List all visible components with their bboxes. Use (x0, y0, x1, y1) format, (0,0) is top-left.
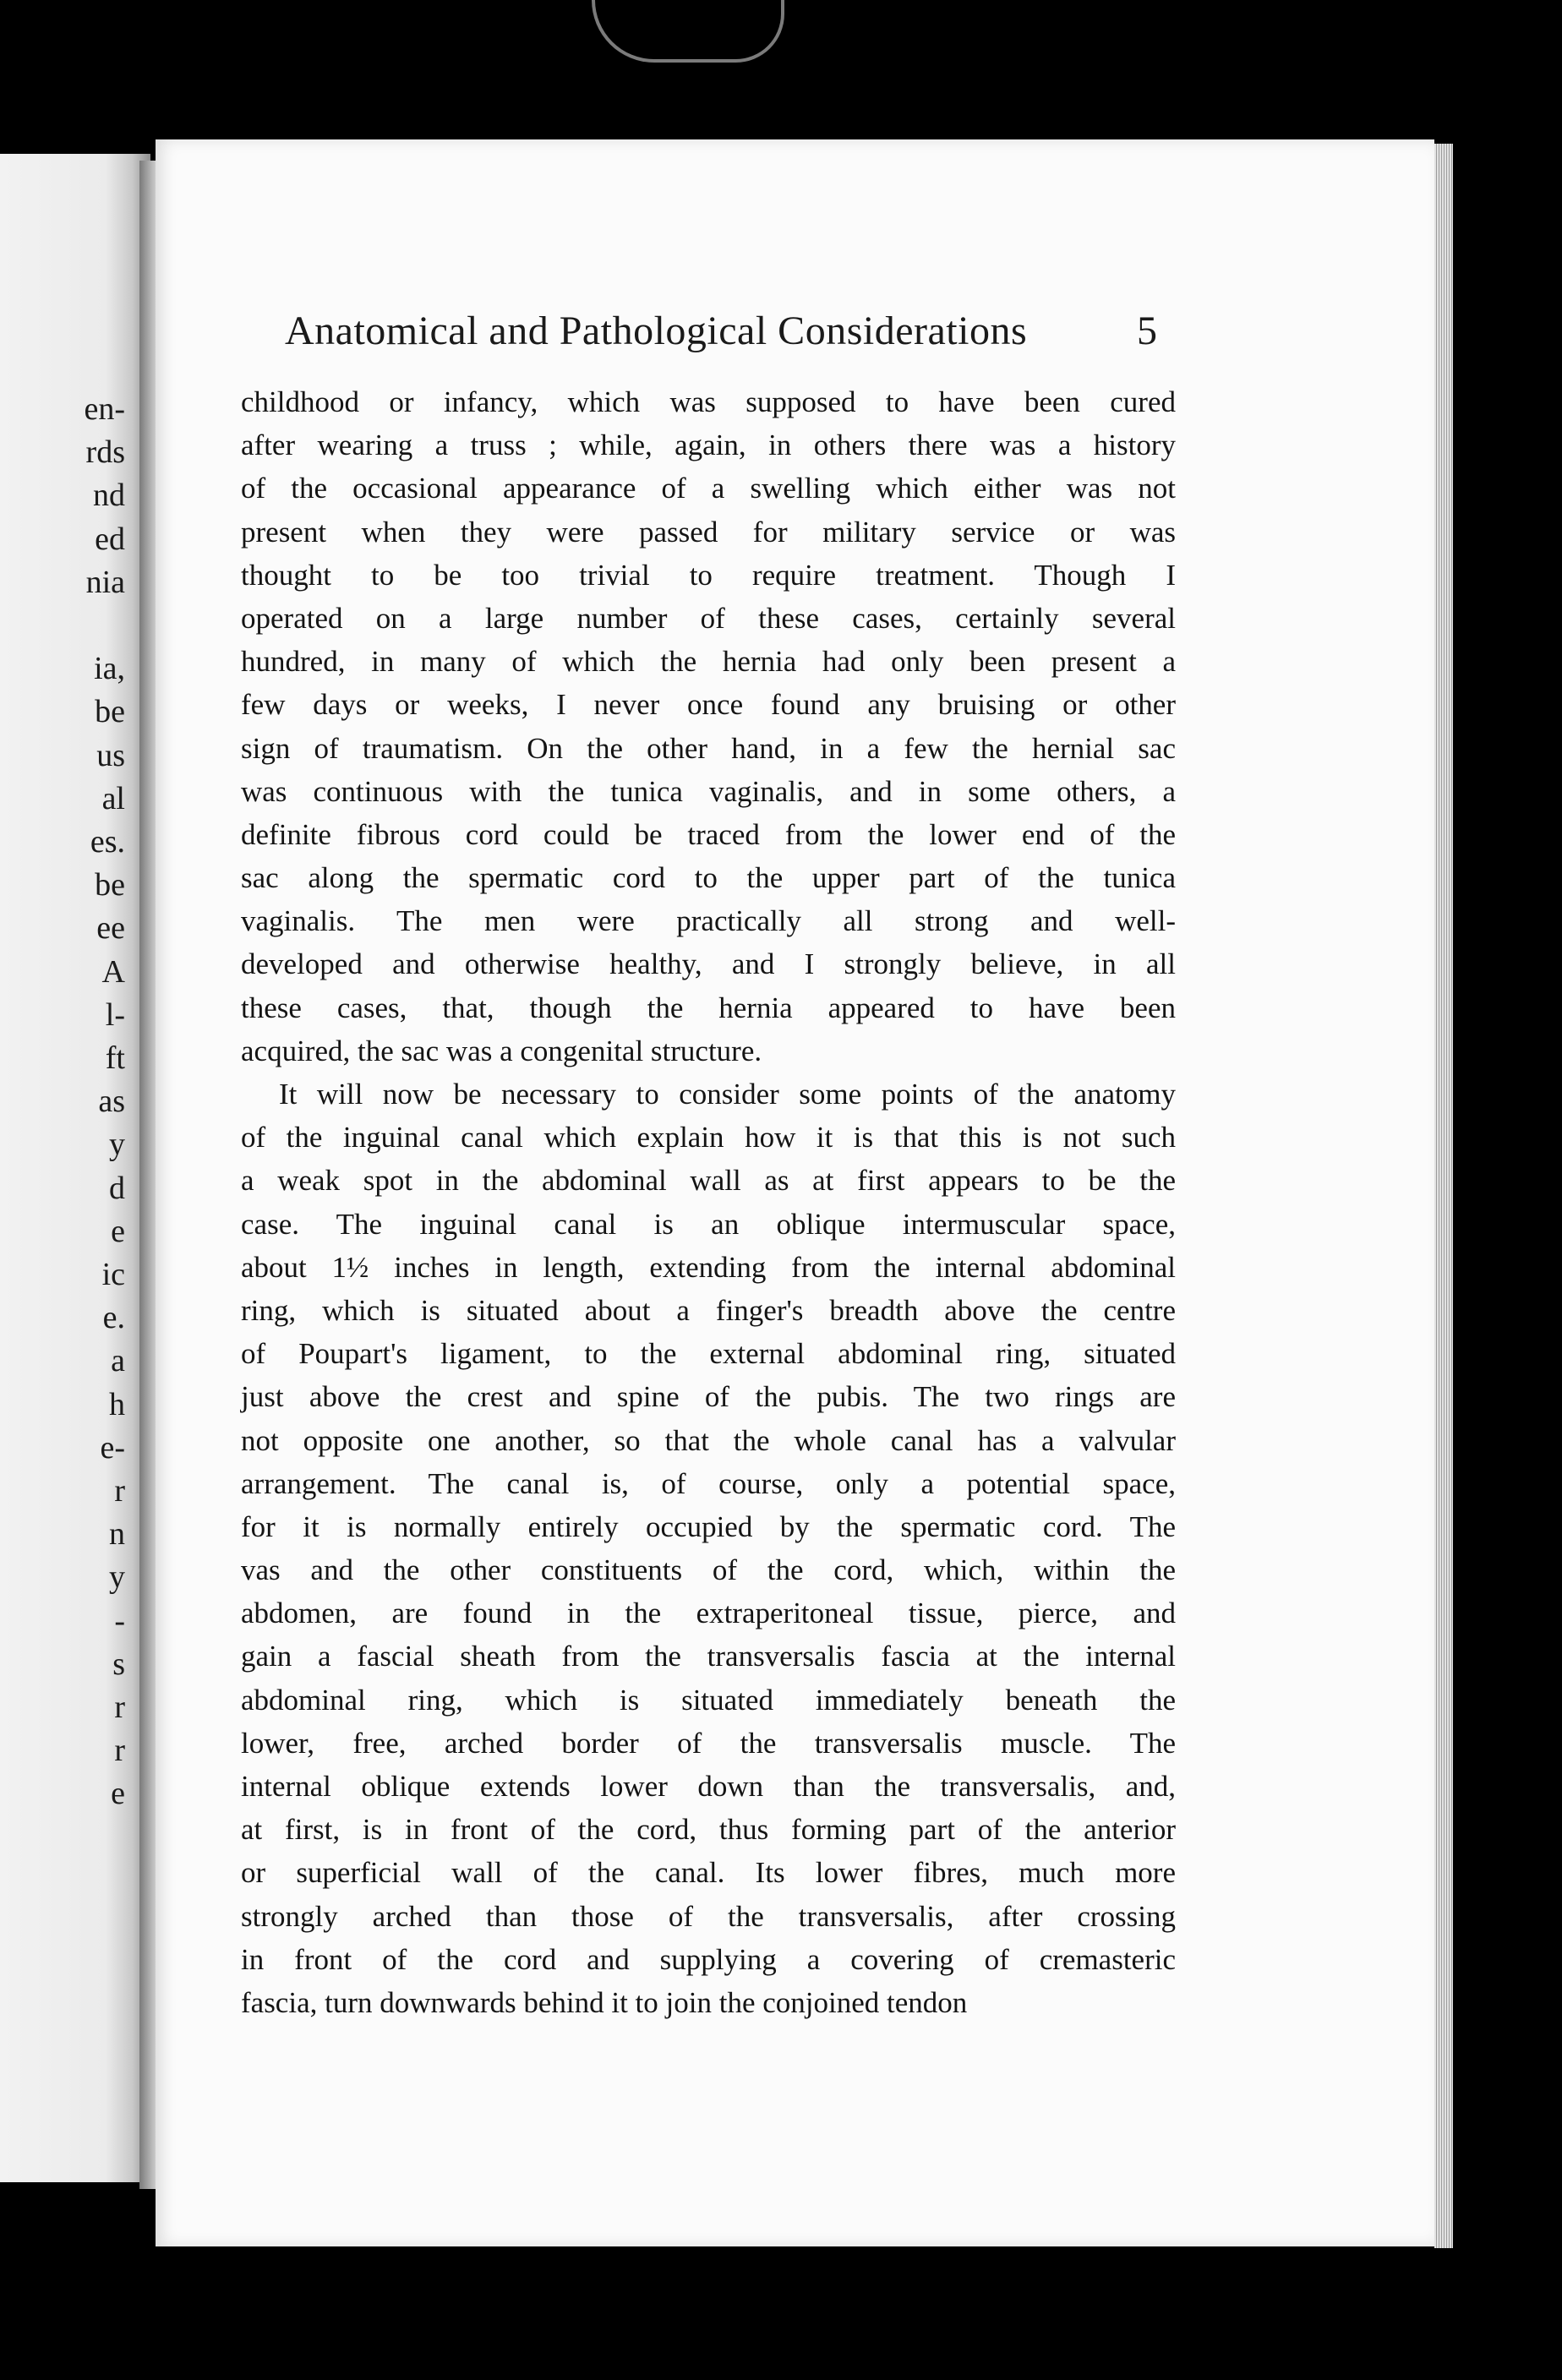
text-line: case. The inguinal canal is an oblique intermuscular space, (241, 1207, 1176, 1241)
facing-page-fragment: y (109, 1559, 125, 1596)
text-line: sac along the spermatic cord to the upper part of the tunica (241, 861, 1176, 895)
text-line: at first, is in front of the cord, thus forming part of the anterior (241, 1813, 1176, 1847)
facing-page-fragment: - (114, 1602, 125, 1639)
facing-page-fragment: e- (100, 1429, 125, 1466)
text-line: of the occasional appearance of a swelling which either was not (241, 472, 1176, 505)
facing-page-fragment: be (95, 867, 125, 903)
facing-page-fragment: y (109, 1127, 125, 1163)
text-line: vaginalis. The men were practically all strong and well- (241, 904, 1176, 938)
text-line: acquired, the sac was a congenital structure. (241, 1034, 762, 1067)
running-title: Anatomical and Pathological Considerations (285, 308, 1028, 353)
facing-page-fragment: e. (102, 1300, 125, 1336)
facing-page-fragment: d (109, 1170, 125, 1206)
facing-page-fragment: e (111, 1776, 125, 1812)
facing-page-fragment: ed (95, 521, 125, 557)
facing-page-fragment: r (114, 1733, 125, 1769)
text-line: abdomen, are found in the extraperitoneal tissue, pierce, and (241, 1597, 1176, 1630)
text-line: after wearing a truss ; while, again, in others there was a history (241, 429, 1176, 462)
text-line: gain a fascial sheath from the transversalis fascia at the internal (241, 1640, 1176, 1673)
gutter-shadow (139, 161, 156, 2189)
facing-page-fragment: r (114, 1473, 125, 1509)
text-line: arrangement. The canal is, of course, only a potential space, (241, 1466, 1176, 1500)
text-line: strongly arched than those of the transversalis, after crossing (241, 1899, 1176, 1933)
facing-page-fragment: ft (105, 1040, 125, 1076)
facing-page-fragment: l- (105, 996, 125, 1033)
facing-page-fragment: nd (93, 478, 125, 514)
text-line: childhood or infancy, which was supposed to have been cured (241, 385, 1176, 418)
text-line: in front of the cord and supplying a covering of cremasteric (241, 1942, 1176, 1976)
text-line: a weak spot in the abdominal wall as at first appears to be the (241, 1164, 1176, 1198)
facing-page-fragment: ic (101, 1257, 125, 1292)
text-line: vas and the other constituents of the cord, which, within the (241, 1553, 1176, 1587)
text-line: was continuous with the tunica vaginalis, and in some others, a (241, 774, 1176, 808)
text-line: these cases, that, though the hernia appeared to have been (241, 991, 1176, 1024)
text-line: developed and otherwise healthy, and I strongly believe, in all (241, 947, 1176, 981)
text-line: few days or weeks, I never once found any bruising or other (241, 688, 1176, 722)
facing-page-fragment: nia (85, 564, 125, 600)
body-text (241, 380, 1176, 2024)
scan-artifact (592, 0, 784, 63)
facing-page-fragment: as (98, 1084, 125, 1120)
facing-page-edge (0, 154, 150, 2182)
text-line: internal oblique extends lower down than the transversalis, and, (241, 1770, 1176, 1803)
facing-page-fragment: rds (85, 434, 125, 471)
text-line: lower, free, arched border of the transversalis muscle. The (241, 1726, 1176, 1760)
facing-page-fragment: n (109, 1516, 125, 1553)
text-line: not opposite one another, so that the whole canal has a valvular (241, 1423, 1176, 1457)
facing-page-fragment: ee (96, 910, 125, 947)
page-stack-edge (1434, 144, 1453, 2248)
text-line: just above the crest and spine of the pubis. The two rings are (241, 1380, 1176, 1414)
facing-page-fragment: e (111, 1213, 125, 1249)
text-line: present when they were passed for military service or was (241, 515, 1176, 549)
text-line: It will now be necessary to consider some points of the anatomy (279, 1078, 1176, 1111)
text-line: about 1½ inches in length, extending from the internal abdominal (241, 1250, 1176, 1284)
facing-page-fragment: s (112, 1646, 125, 1682)
text-line: hundred, in many of which the hernia had only been present a (241, 645, 1176, 679)
facing-page-fragment: A (101, 953, 125, 990)
facing-page-fragment: ia, (94, 651, 125, 687)
text-line: sign of traumatism. On the other hand, in a few the hernial sac (241, 731, 1176, 765)
page-number: 5 (1137, 308, 1157, 353)
facing-page-fragment: al (101, 780, 125, 816)
facing-page-fragment: us (96, 737, 125, 773)
text-line: abdominal ring, which is situated immediately beneath the (241, 1683, 1176, 1717)
facing-page-fragment: a (111, 1343, 125, 1379)
facing-page-fragment: h (109, 1386, 125, 1422)
text-line: operated on a large number of these cases, certainly several (241, 601, 1176, 635)
text-line: of the inguinal canal which explain how it is that this is not such (241, 1121, 1176, 1155)
facing-page-fragment: be (95, 694, 125, 730)
text-line: or superficial wall of the canal. Its lower fibres, much more (241, 1856, 1176, 1890)
facing-page-fragment: r (114, 1689, 125, 1725)
text-line: for it is normally entirely occupied by the spermatic cord. The (241, 1509, 1176, 1543)
text-line: fascia, turn downwards behind it to join the conjoined tendon (241, 1985, 968, 2019)
text-line: of Poupart's ligament, to the external abdominal ring, situated (241, 1337, 1176, 1371)
text-line: ring, which is situated about a finger's breadth above the centre (241, 1293, 1176, 1327)
text-line: definite fibrous cord could be traced from the lower end of the (241, 817, 1176, 851)
facing-page-fragment: en- (84, 391, 125, 427)
facing-page-fragment: es. (90, 824, 125, 860)
text-line: thought to be too trivial to require treatment. Though I (241, 558, 1176, 592)
